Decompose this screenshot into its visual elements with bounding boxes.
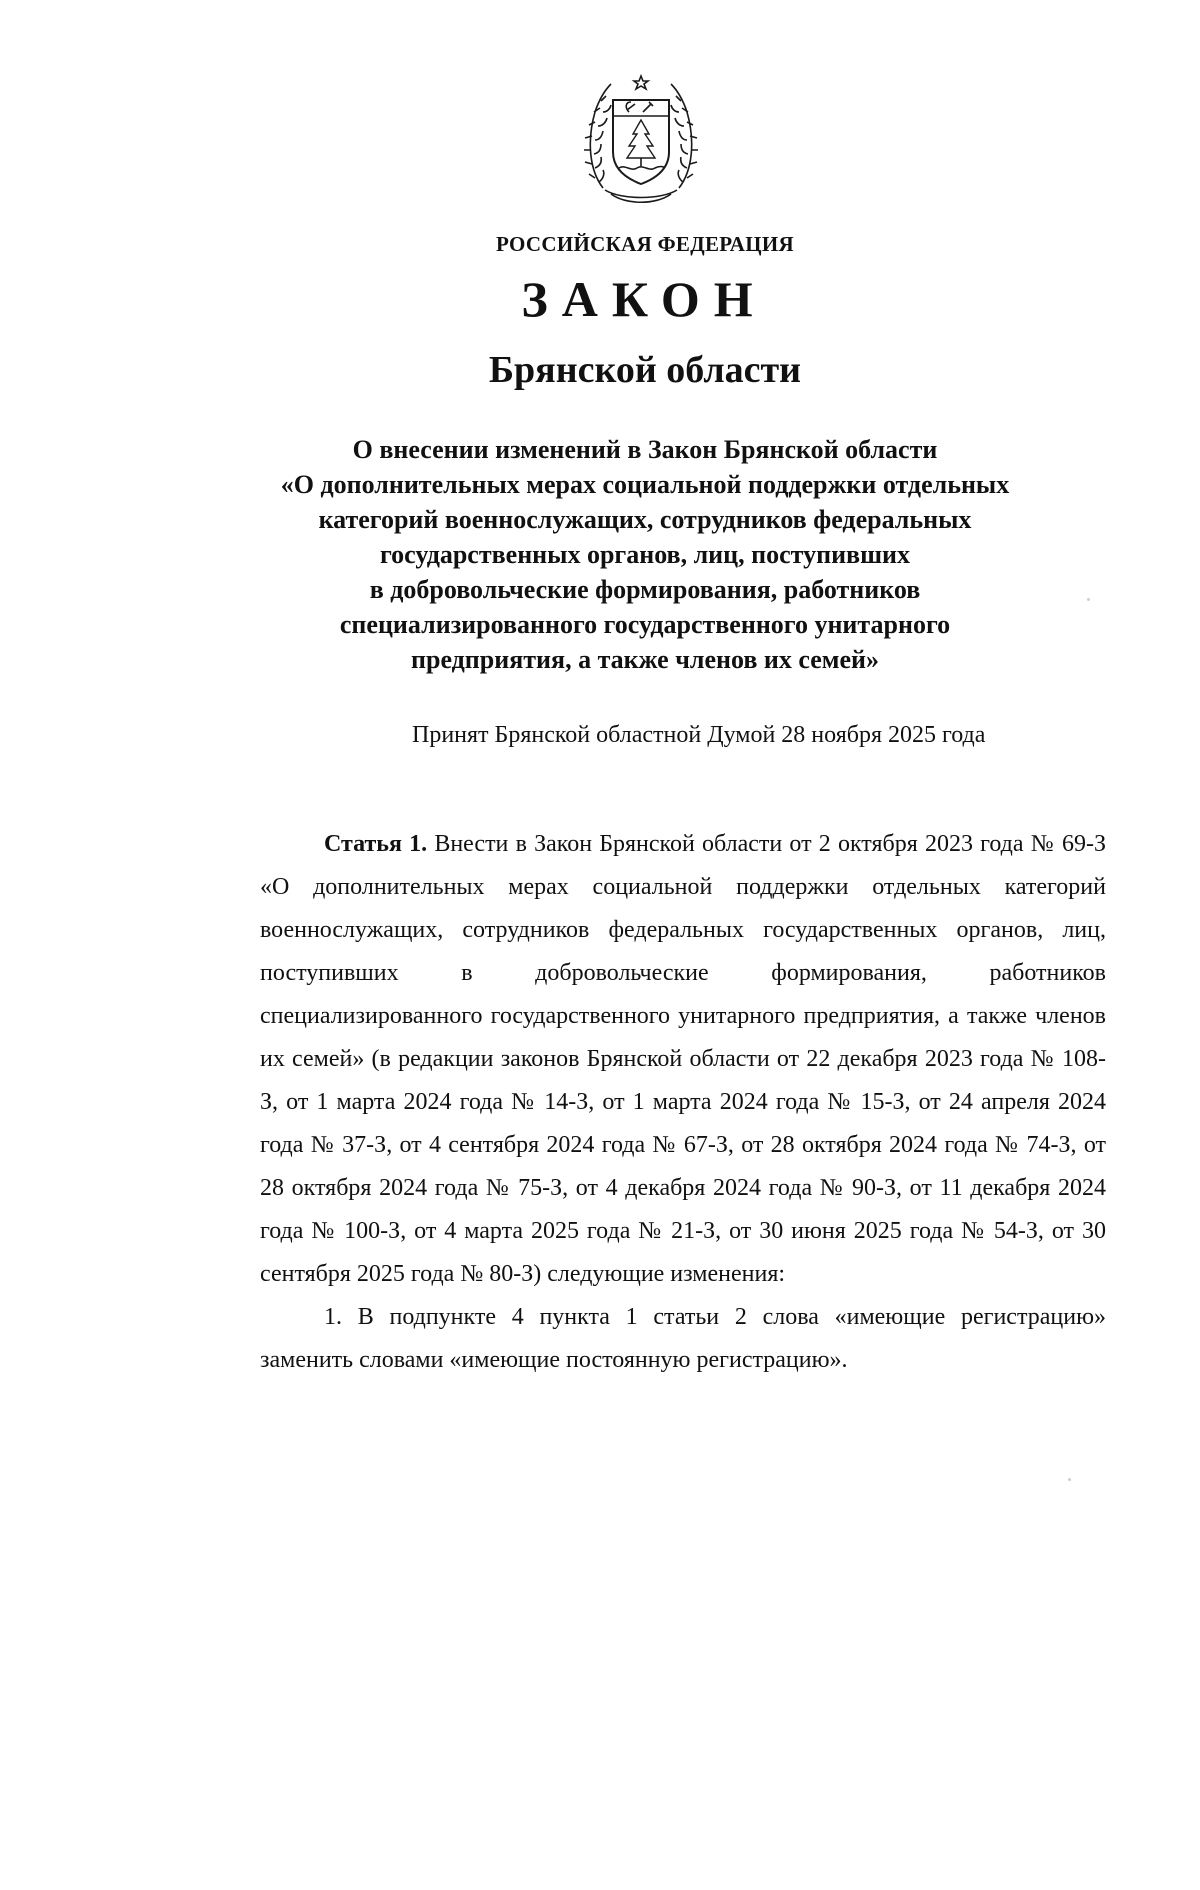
law-title-line: «О дополнительных мерах социальной поддержки отдельных [280, 470, 1010, 499]
article-1 [260, 823, 1106, 1382]
law-title-line: государственных органов, лиц, поступивших [379, 540, 911, 569]
region-heading: Брянской области [488, 349, 802, 391]
law-title-line: категорий военнослужащих, сотрудников федеральных [318, 505, 972, 534]
law-title-line: предприятия, а также членов их семей» [411, 645, 879, 674]
scan-artifact [1087, 598, 1090, 601]
article-1-text: Внести в Закон Брянской области от 2 октября 2023 года № 69-З «О дополнительных мерах социальной поддержки отдельных категорий военнослужащих, сотрудников федеральных государственных органов, лиц, поступивших в добровольческие формирования, работников специализированного государственного унитарного предприятия, а также членов их семей» (в редакции законов Брянской области от 22 декабря 2023 года № 108-З, от 1 марта 2024 года № 14-З, от 1 марта 2024 года № 15-З, от 24 апреля 2024 года № 37-З, от 4 сентября 2024 года № 67-З, от 28 октября 2024 года № 74-З, от 28 октября 2024 года № 75-З, от 4 декабря 2024 года № 90-З, от 11 декабря 2024 года № 100-З, от 4 марта 2025 года № 21-З, от 30 июня 2025 года № 54-З, от 30 сентября 2025 года № 80-З) следующие изменения: [260, 831, 1106, 1287]
article-1-paragraph [260, 823, 1106, 1296]
article-label: Статья 1. [324, 831, 428, 857]
law-title-line: О внесении изменений в Закон Брянской области [352, 435, 938, 464]
document-type-heading: ЗАКОН [521, 271, 767, 327]
law-title-line: специализированного государственного унитарного [339, 610, 951, 639]
scan-artifact [1068, 1478, 1071, 1481]
coat-of-arms-icon [581, 60, 701, 210]
adoption-note: Принят Брянской областной Думой 28 ноября 2025 года [412, 722, 986, 748]
country-heading: РОССИЙСКАЯ ФЕДЕРАЦИЯ [496, 232, 794, 256]
law-title-line: в добровольческие формирования, работников [369, 575, 921, 604]
article-1-item: 1. В подпункте 4 пункта 1 статьи 2 слова «имеющие регистрацию» заменить словами «имеющие постоянную регистрацию». [260, 1304, 1106, 1373]
law-title [260, 432, 1030, 677]
